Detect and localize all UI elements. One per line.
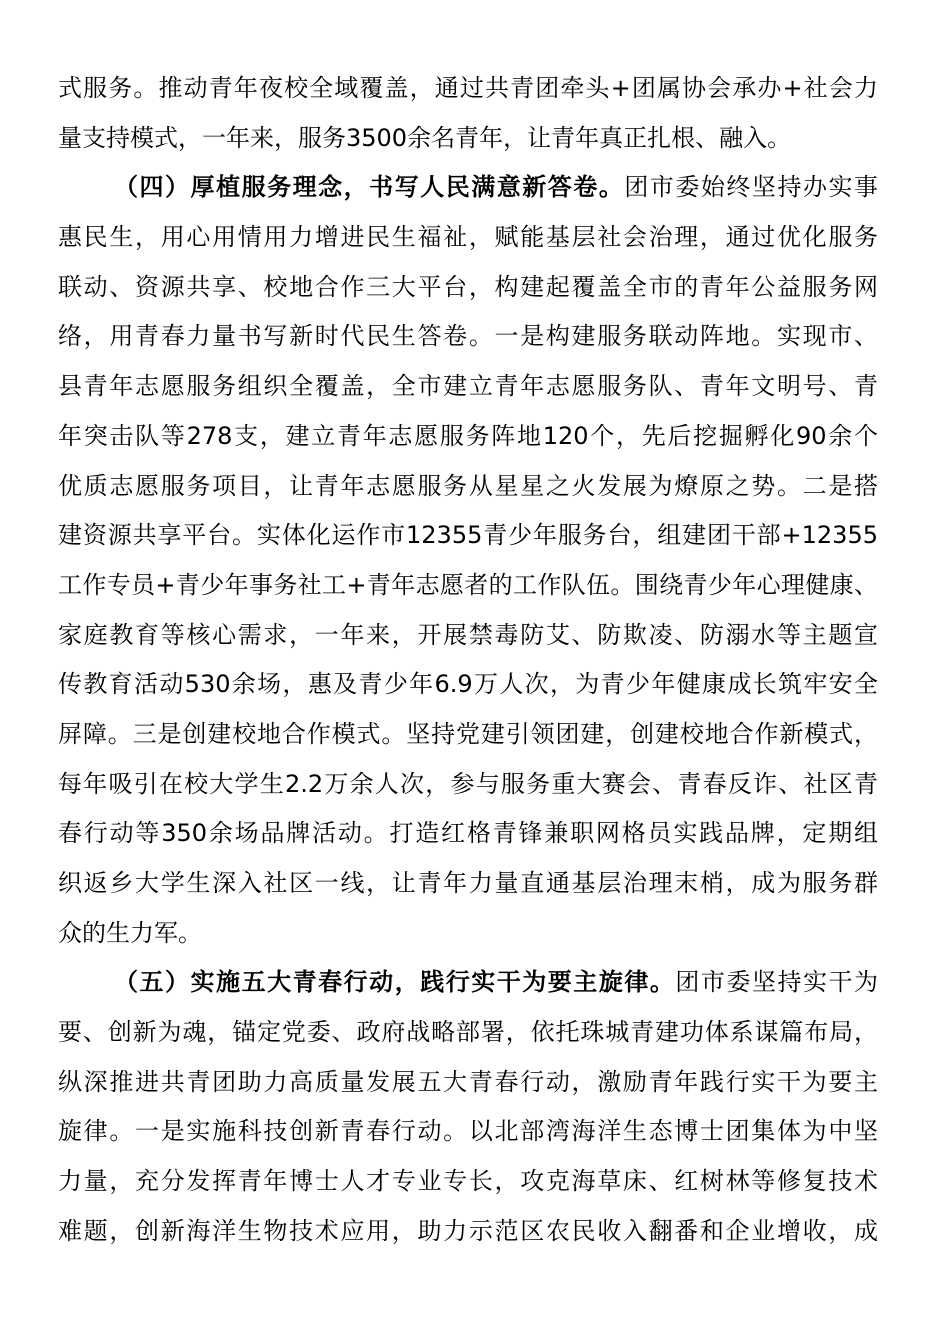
text-line: 家庭教育等核心需求，一年来，开展禁毒防艾、防欺凌、防溺水等主题宣 <box>58 620 878 649</box>
document-body <box>58 64 878 1257</box>
text-line: 纵深推进共青团助力高质量发展五大青春行动，激励青年践行实干为要主 <box>58 1067 878 1096</box>
text-line: 众的生力军。 <box>58 918 202 947</box>
text-line: 联动、资源共享、校地合作三大平台，构建起覆盖全市的青年公益服务网 <box>58 272 878 301</box>
text-line: 建资源共享平台。实体化运作市12355青少年服务台，组建团干部+12355 <box>58 521 878 550</box>
text-line: 惠民生，用心用情用力增进民生福祉，赋能基层社会治理，通过优化服务 <box>58 223 878 252</box>
text-line: 县青年志愿服务组织全覆盖，全市建立青年志愿服务队、青年文明号、青 <box>58 372 878 401</box>
text-line: 传教育活动530余场，惠及青少年6.9万人次，为青少年健康成长筑牢安全 <box>58 670 878 699</box>
section-heading-line: （四）厚植服务理念，书写人民满意新答卷。团市委始终坚持办实事 <box>114 173 878 202</box>
text-line: 旋律。一是实施科技创新青春行动。以北部湾海洋生态博士团集体为中坚 <box>58 1117 878 1146</box>
section-heading-line: （五）实施五大青春行动，践行实干为要主旋律。团市委坚持实干为 <box>114 968 879 997</box>
text-line: 络，用青春力量书写新时代民生答卷。一是构建服务联动阵地。实现市、 <box>58 322 878 351</box>
text-line: 屏障。三是创建校地合作模式。坚持党建引领团建，创建校地合作新模式， <box>58 719 878 748</box>
text-line: 力量，充分发挥青年博士人才专业专长，攻克海草床、红树林等修复技术 <box>58 1167 878 1196</box>
text-line: 量支持模式，一年来，服务3500余名青年，让青年真正扎根、融入。 <box>58 123 792 152</box>
text-line: 春行动等350余场品牌活动。打造红格青锋兼职网格员实践品牌，定期组 <box>58 819 878 848</box>
text-line: 年突击队等278支，建立青年志愿服务阵地120个，先后挖掘孵化90余个 <box>58 421 878 450</box>
text-line: 工作专员+青少年事务社工+青年志愿者的工作队伍。围绕青少年心理健康、 <box>58 570 878 599</box>
section-heading: （四）厚植服务理念，书写人民满意新答卷。 <box>114 173 625 202</box>
text-line: 织返乡大学生深入社区一线，让青年力量直通基层治理末梢，成为服务群 <box>58 869 878 897</box>
text-line: 式服务。推动青年夜校全域覆盖，通过共青团牵头+团属协会承办+社会力 <box>58 74 878 102</box>
text-line: 优质志愿服务项目，让青年志愿服务从星星之火发展为燎原之势。二是搭 <box>58 471 878 500</box>
section-heading: （五）实施五大青春行动，践行实干为要主旋律。 <box>114 968 676 997</box>
text-line: 每年吸引在校大学生2.2万余人次，参与服务重大赛会、青春反诈、社区青 <box>58 769 878 798</box>
text-line: 要、创新为魂，锚定党委、政府战略部署，依托珠城青建功体系谋篇布局， <box>58 1018 878 1047</box>
text-line: 难题，创新海洋生物技术应用，助力示范区农民收入翻番和企业增收，成 <box>58 1216 878 1245</box>
